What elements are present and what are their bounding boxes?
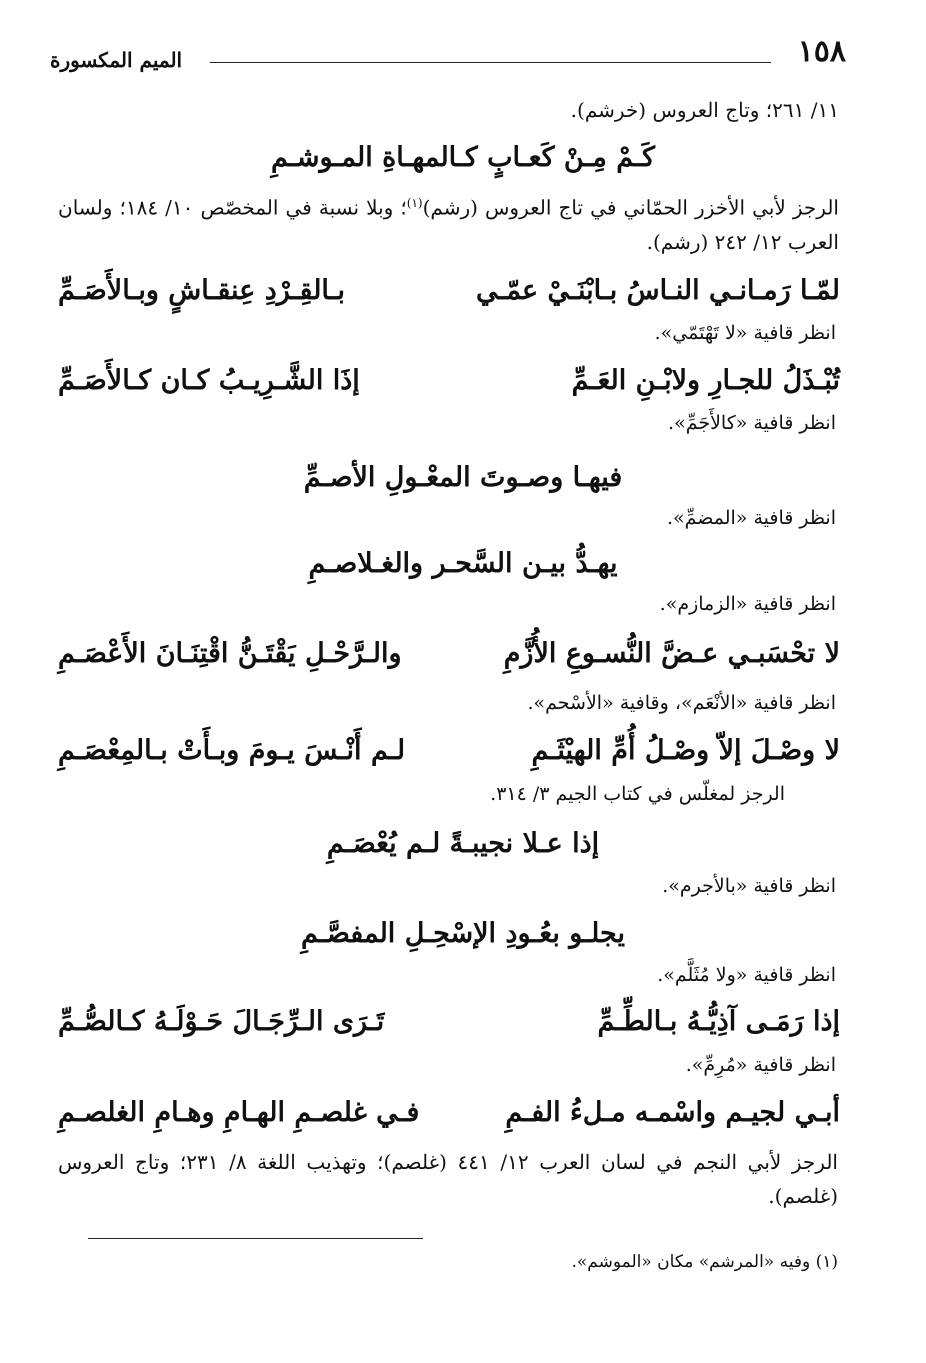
paragraph-text: ؛ وبلا نسبة في المخصّص ١٠/ ١٨٤؛ ولسان العرب ١٢/ ٢٤٢ (رشم). <box>58 195 839 254</box>
verse-line: إذا عـلا نجيبـةً لـم يُعْصَـمِ <box>326 828 600 859</box>
verse-hemistich-right: لمّـا رَمـانـي النـاسُ بـابْنَـيْ عمّـي <box>476 275 840 306</box>
reference-line: انظر قافية «ولا مُثَلَّم». <box>657 964 836 986</box>
footnote: (١) وفيه «المرشم» مكان «الموشم». <box>571 1252 838 1272</box>
verse-line: فيهـا وصـوتَ المعْـولِ الأصـمِّ <box>303 462 623 493</box>
verse-hemistich-right: لا تحْسَبـي عـضَّ النُّسـوعِ الأُزَّمِ <box>503 638 840 669</box>
reference-line: انظر قافية «مُرِمِّ». <box>685 1054 836 1076</box>
footnote-rule <box>88 1238 423 1239</box>
paragraph-text: الرجز لأبي الأخزر الحمّاني في تاج العروس (رشم) <box>422 195 839 220</box>
verse-hemistich-left: بـالقِـرْدِ عِنقـاشٍ وبـالأَصَـمِّ <box>58 275 346 306</box>
verse-hemistich-left: فـي غلصـمِ الهـامِ وهـامِ الغلصـمِ <box>58 1097 420 1128</box>
footnote-marker: (١) <box>406 196 423 210</box>
reference-line: انظر قافية «كالأَجَمِّ». <box>668 412 836 434</box>
verse-hemistich-left: إذَا الشَّـرِيـبُ كـان كـالأَصَـمِّ <box>58 365 360 396</box>
verse-line: كَـمْ مِـنْ كَعـابٍ كـالمهـاةِ المـوشـمِ <box>271 142 655 173</box>
reference-line: انظر قافية «الأنْعَم»، وقافية «الأسْحم». <box>527 692 836 714</box>
verse-hemistich-right: أبـي لجيـم واسْمـه مـلءُ الفـمِ <box>505 1097 840 1128</box>
reference-line: انظر قافية «الزمازم». <box>659 593 836 615</box>
running-title: الميم المكسورة <box>50 48 183 72</box>
reference-line: انظر قافية «المضمِّ». <box>666 507 836 529</box>
verse-hemistich-right: تُبْـذَلُ للجـارِ ولابْـنِ العَـمِّ <box>571 365 840 396</box>
reference-line: انظر قافية «لا تَهْتَمّي». <box>654 322 836 344</box>
reference-line: الرجز لمغلّس في كتاب الجيم ٣/ ٣١٤. <box>490 783 785 805</box>
verse-hemistich-right: لا وصْـلَ إلاّ وصْـلُ أُمِّ الهيْثَـمِ <box>531 735 840 766</box>
verse-hemistich-left: لـم أَنْـسَ يـومَ وبـأَتْ بـالمِعْصَـمِ <box>58 735 406 766</box>
verse-line: يجلـو بعُـودِ الإسْحِـلِ المفصَّـمِ <box>301 918 625 949</box>
reference-line: انظر قافية «بالأجرم». <box>662 875 836 897</box>
verse-hemistich-left: تَـرَى الـرِّجَـالَ حَـوْلَـهُ كـالصُّـمِّ <box>58 1006 385 1037</box>
verse-hemistich-right: إذا رَمَـى آذِيُّـهُ بـالطِّـمِّ <box>597 1006 840 1037</box>
paragraph: الرجز لأبي النجم في لسان العرب ١٢/ ٤٤١ (غلصم)؛ وتهذيب اللغة ٨/ ٢٣١؛ وتاج العروس (غلصم). <box>58 1150 838 1208</box>
verse-line: يهـدُّ بيـن السَّحـر والغـلاصـمِ <box>308 548 618 579</box>
paragraph <box>58 186 839 259</box>
verse-hemistich-left: والـرَّحْـلِ يَقْتَـنُّ اقْتِنَـانَ الأَعْصَـمِ <box>58 638 402 669</box>
header-rule <box>210 62 771 63</box>
page-number: ١٥٨ <box>797 34 846 69</box>
page-header <box>50 34 846 74</box>
text-line: ١١/ ٢٦١؛ وتاج العروس (خرشم). <box>570 98 839 122</box>
